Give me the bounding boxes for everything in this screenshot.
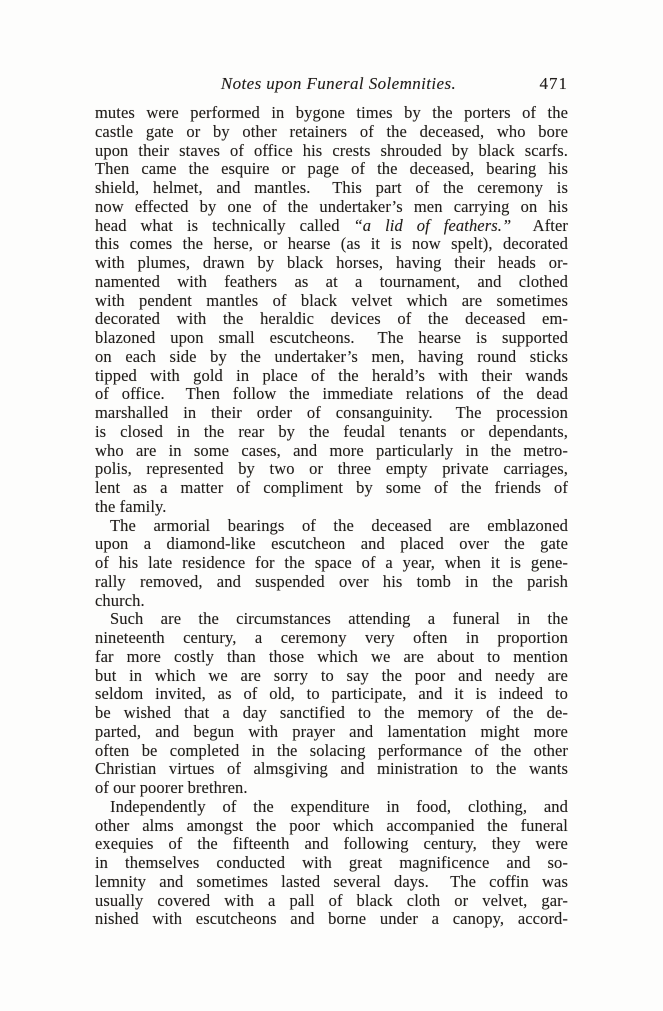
text-line <box>95 385 568 404</box>
text-line <box>95 104 568 123</box>
text-segment: nineteenth century, a ceremony very often in proportion <box>95 628 568 647</box>
text-segment: of our poorer brethren. <box>95 778 248 797</box>
text-line <box>95 498 568 517</box>
text-segment: is closed in the rear by the feudal tenants or dependants, <box>95 421 568 441</box>
text-line <box>95 160 568 179</box>
text-line <box>95 367 568 386</box>
text-segment: in themselves conducted with great magnificence and so- <box>95 853 568 872</box>
text-segment: the family. <box>95 496 167 516</box>
text-line <box>95 667 568 686</box>
text-line <box>95 629 568 648</box>
italic-phrase: “a lid of feathers.” <box>353 215 512 235</box>
text-segment: Independently of the expenditure in food, clothing, and <box>110 796 568 816</box>
text-line <box>95 404 568 423</box>
text-segment: upon their staves of office his crests shrouded by black scarfs. <box>95 140 568 160</box>
text-segment: shield, helmet, and mantles. This part of the ceremony is <box>95 178 568 197</box>
text-line <box>95 479 568 498</box>
text-line <box>95 742 568 761</box>
text-segment: with pendent mantles of black velvet which are sometimes <box>95 290 568 310</box>
text-segment: other alms amongst the poor which accompanied the funeral <box>95 815 568 835</box>
text-segment: Such are the circumstances attending a funeral in the <box>110 609 568 629</box>
paragraph <box>95 798 568 929</box>
text-line <box>95 892 568 911</box>
text-segment: exequies of the fifteenth and following century, they were <box>95 834 568 854</box>
text-segment: polis, represented by two or three empty private carriages, <box>95 459 568 479</box>
text-segment: but in which we are sorry to say the poor and needy are <box>95 665 568 685</box>
text-segment: The armorial bearings of the deceased are emblazoned <box>110 515 568 535</box>
text-segment: far more costly than those which we are about to mention <box>95 646 568 666</box>
text-line <box>95 817 568 836</box>
paragraph <box>95 104 568 517</box>
text-line <box>95 723 568 742</box>
text-segment: usually covered with a pall of black cloth or velvet, gar- <box>95 890 568 910</box>
paragraph <box>95 517 568 611</box>
text-segment: on each side by the undertaker’s men, having round sticks <box>95 346 568 366</box>
text-line <box>95 835 568 854</box>
body-text <box>95 104 568 929</box>
text-segment: blazoned upon small escutcheons. The hearse is supported <box>95 328 568 347</box>
text-segment: castle gate or by other retainers of the deceased, who bore <box>95 121 568 141</box>
text-segment: Then came the esquire or page of the deceased, bearing his <box>95 159 568 179</box>
paragraph <box>95 610 568 798</box>
text-segment: church. <box>95 590 145 610</box>
page-number: 471 <box>539 74 568 93</box>
text-line <box>95 910 568 929</box>
text-segment: with plumes, drawn by black horses, having their heads or- <box>95 253 568 272</box>
text-segment: decorated with the heraldic devices of the deceased em- <box>95 309 568 329</box>
text-line <box>95 685 568 704</box>
text-segment: often be completed in the solacing performance of the other <box>95 740 568 760</box>
text-line <box>95 198 568 217</box>
text-line <box>95 179 568 198</box>
text-segment: of office. Then follow the immediate relations of the dead <box>95 384 568 404</box>
text-line <box>95 235 568 254</box>
text-segment: mutes were performed in bygone times by the porters of the <box>95 103 568 122</box>
text-line <box>95 329 568 348</box>
running-header <box>95 74 568 96</box>
text-line <box>95 592 568 611</box>
text-line <box>95 760 568 779</box>
text-segment: seldom invited, as of old, to participate, and it is indeed to <box>95 684 568 704</box>
text-segment: lent as a matter of compliment by some of the friends of <box>95 478 568 497</box>
text-segment: namented with feathers as at a tournament, and clothed <box>95 271 568 291</box>
text-segment: now effected by one of the undertaker’s men carrying on his <box>95 196 568 216</box>
text-line <box>95 854 568 873</box>
text-line <box>95 217 568 236</box>
text-segment: rally removed, and suspended over his tomb in the parish <box>95 571 568 591</box>
text-line <box>95 142 568 161</box>
text-line <box>95 610 568 629</box>
text-segment: be wished that a day sanctified to the memory of the de- <box>95 703 568 722</box>
text-segment: After <box>511 215 568 235</box>
text-line <box>95 292 568 311</box>
text-line <box>95 798 568 817</box>
text-segment: upon a diamond-like escutcheon and placed over the gate <box>95 534 568 554</box>
text-segment: this comes the herse, or hearse (as it is now spelt), decorated <box>95 234 568 254</box>
text-line <box>95 460 568 479</box>
text-segment: of his late residence for the space of a year, when it is gene- <box>95 553 568 572</box>
text-line <box>95 648 568 667</box>
text-line <box>95 573 568 592</box>
text-line <box>95 442 568 461</box>
text-line <box>95 348 568 367</box>
text-line <box>95 310 568 329</box>
text-segment: who are in some cases, and more particularly in the metro- <box>95 440 568 460</box>
text-line <box>95 254 568 273</box>
text-segment: nished with escutcheons and borne under a canopy, accord- <box>95 909 568 929</box>
text-segment: marshalled in their order of consanguinity. The procession <box>95 403 568 422</box>
text-line <box>95 779 568 798</box>
text-segment: tipped with gold in place of the herald’s with their wands <box>95 365 568 385</box>
text-line <box>95 873 568 892</box>
text-segment: Christian virtues of almsgiving and ministration to the wants <box>95 759 568 779</box>
text-line <box>95 535 568 554</box>
text-line <box>95 704 568 723</box>
text-segment: parted, and begun with prayer and lamentation might more <box>95 721 568 741</box>
text-line <box>95 517 568 536</box>
text-line <box>95 123 568 142</box>
running-header-title: Notes upon Funeral Solemnities. <box>220 74 457 93</box>
text-line <box>95 423 568 442</box>
text-line <box>95 554 568 573</box>
text-segment: lemnity and sometimes lasted several days. The coffin was <box>95 871 568 891</box>
text-line <box>95 273 568 292</box>
text-segment: head what is technically called <box>95 215 354 235</box>
